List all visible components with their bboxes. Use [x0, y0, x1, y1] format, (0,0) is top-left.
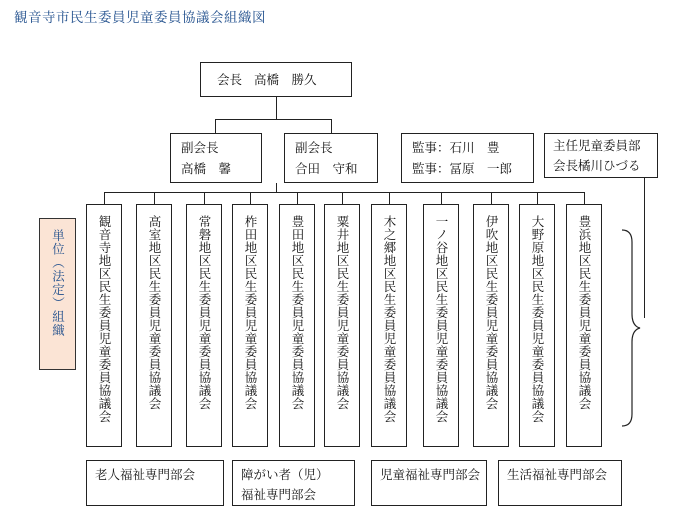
committee-name: 老人福祉専門部会: [95, 467, 196, 482]
committee-name-cont: 福祉専門部会: [241, 487, 317, 502]
connector-council-drop: [104, 192, 105, 204]
district-council-name: 常磐地区民生委員児童委員協議会: [197, 215, 212, 410]
district-council-name: 豊浜地区民生委員児童委員協議会: [577, 215, 592, 410]
auditor-role: 監事：: [412, 161, 450, 176]
chief-commissioner-head: 会長橘川ひづる: [553, 158, 641, 173]
district-council-name: 柞田地区民生委員児童委員協議会: [243, 215, 258, 410]
district-council-name: 高室地区民生委員児童委員協議会: [147, 215, 162, 410]
auditor-name: 冨原 一郎: [449, 161, 513, 176]
committee-box: [232, 460, 355, 506]
connector-vp-to-councils: [276, 183, 277, 192]
district-council-name: 豊田地区民生委員児童委員協議会: [290, 215, 305, 410]
connector-president-down: [276, 97, 277, 119]
auditor-role: 監事：: [412, 140, 450, 155]
auditors-box: [401, 133, 534, 183]
district-council-box: [371, 204, 407, 447]
district-council-name: 一ノ谷地区民生委員児童委員協議会: [434, 215, 449, 423]
district-council-box: [136, 204, 172, 447]
president-name: 高橋 勝久: [253, 72, 317, 87]
district-council-box: [279, 204, 315, 447]
committee-name: 児童福祉専門部会: [380, 467, 481, 482]
district-council-name: 粟井地区民生委員児童委員協議会: [335, 215, 350, 410]
district-council-name: 大野原地区民生委員児童委員協議会: [530, 215, 545, 423]
district-council-box: [519, 204, 555, 447]
vice-president-box-2: [284, 133, 378, 183]
connector-chief-down: [644, 178, 645, 318]
district-council-name: 観音寺地区民生委員児童委員協議会: [97, 215, 112, 423]
auditor-line-1: [412, 137, 533, 158]
committee-name: 生活福祉専門部会: [507, 467, 608, 482]
connector-council-drop: [441, 192, 442, 204]
chief-commissioner-dept: 主任児童委員部: [553, 138, 641, 153]
vice-president-role: 副会長: [181, 140, 219, 155]
district-council-box: [86, 204, 122, 447]
president-role: 会長: [217, 72, 243, 87]
district-council-box: [473, 204, 509, 447]
vice-president-name: 高橋 馨: [181, 161, 232, 176]
connector-council-drop: [584, 192, 585, 204]
right-brace: [620, 228, 642, 428]
chief-child-commissioner-box: [544, 133, 658, 178]
connector-council-drop: [154, 192, 155, 204]
connector-council-drop: [204, 192, 205, 204]
connector-council-drop: [389, 192, 390, 204]
connector-council-drop: [297, 192, 298, 204]
district-council-box: [324, 204, 360, 447]
district-council-name: 伊吹地区民生委員児童委員協議会: [484, 215, 499, 410]
district-council-box: [423, 204, 459, 447]
connector-council-drop: [250, 192, 251, 204]
district-council-box: [232, 204, 268, 447]
connector-council-drop: [537, 192, 538, 204]
district-council-box: [566, 204, 602, 447]
connector-vp-bar: [215, 119, 331, 120]
auditor-name: 石川 豊: [449, 140, 500, 155]
district-council-name: 木之郷地区民生委員児童委員協議会: [382, 215, 397, 423]
vice-president-role: 副会長: [295, 140, 333, 155]
unit-label-text: 単位（法定）組織: [50, 229, 66, 337]
connector-vp2: [331, 119, 332, 133]
vice-president-box-1: [170, 133, 262, 183]
connector-council-drop: [491, 192, 492, 204]
page-title: 観音寺市民生委員児童委員協議会組織図: [14, 10, 266, 26]
vice-president-name: 合田 守和: [295, 161, 358, 176]
committee-name: 障がい者（児）: [241, 467, 329, 482]
president-box: [200, 62, 352, 97]
committee-box: [498, 460, 622, 506]
brace-path: [622, 230, 640, 426]
connector-vp1: [215, 119, 216, 133]
connector-council-drop: [342, 192, 343, 204]
auditor-line-2: [412, 158, 533, 179]
unit-organization-label: [39, 218, 76, 370]
district-council-box: [186, 204, 222, 447]
committee-box: [371, 460, 487, 506]
connector-council-bar: [104, 192, 584, 193]
committee-box: [86, 460, 224, 506]
